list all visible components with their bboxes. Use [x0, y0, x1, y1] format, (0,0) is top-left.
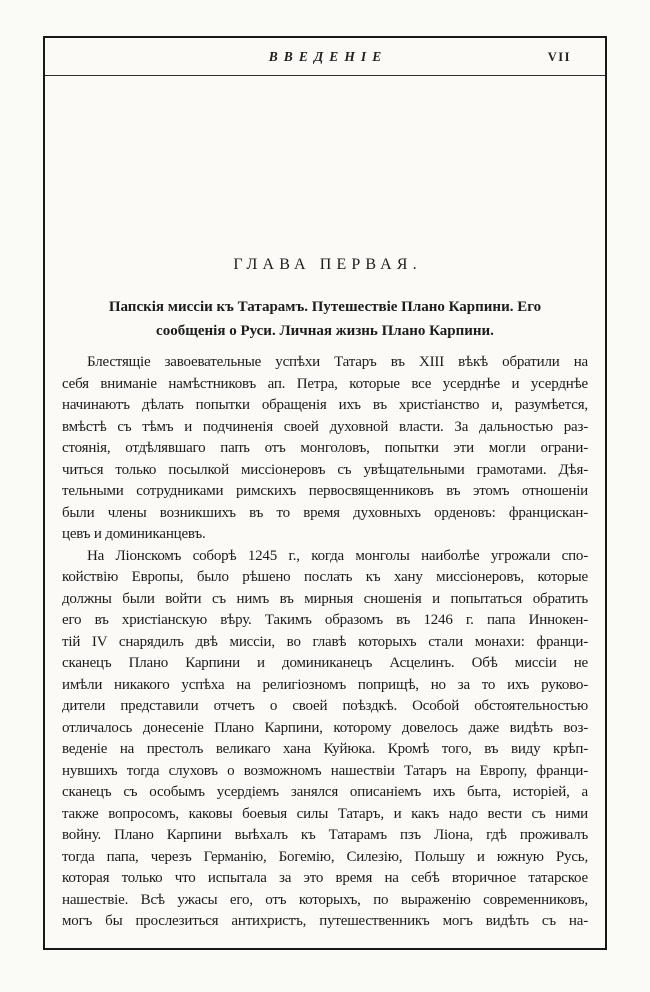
- body-text: [45, 352, 605, 933]
- text-line: были члены возникшихъ въ то время духовныхъ орденовъ: францискан-: [62, 504, 588, 521]
- page-header: [45, 38, 605, 76]
- page-number: VII: [547, 50, 571, 64]
- text-line: себя вниманіе намѣстниковъ ап. Петра, которые все усерднѣе и усерднѣе: [62, 375, 588, 392]
- text-line: его въ христіанскую вѣру. Такимъ образомъ въ 1246 г. папа Иннокен-: [62, 612, 588, 628]
- text-line: начинаютъ дѣлать попытки обращенія ихъ въ христіанство и, разумѣется,: [62, 397, 588, 413]
- text-line: нашествіе. Всѣ ужасы его, отъ которыхъ, по выраженію современниковъ,: [62, 891, 588, 908]
- page-frame: [43, 36, 607, 950]
- text-line: стоянія, отдѣлявшаго папъ отъ монголовъ, попытки эти могли ограни-: [62, 440, 588, 456]
- text-line: войну. Плано Карпини выѣхалъ къ Татарамъ пзъ Ліона, гдѣ проживалъ: [62, 827, 588, 843]
- chapter-title: ГЛАВА ПЕРВАЯ.: [233, 256, 422, 273]
- chapter-subtitle-line: сообщенія о Руси. Личная жизнь Плано Карпини.: [156, 323, 494, 339]
- text-line: веденіе на престолъ великаго хана Куйюка. Кромѣ того, въ виду крѣп-: [62, 741, 588, 757]
- text-line: сканецъ съ особымъ усердіемъ занялся описаніемъ ихъ быта, исторіей, а: [62, 784, 588, 800]
- text-line: имѣли никакого успѣха на религіозномъ поприщѣ, но за то ихъ руково-: [62, 676, 588, 693]
- text-line: сканецъ Плано Карпини и доминиканецъ Асцелинъ. Обѣ миссіи не: [62, 655, 588, 671]
- text-line: также вопросомъ, каковы боевыя силы Татаръ, и какъ надо вести съ ними: [62, 805, 588, 822]
- text-line: Блестящіе завоевательные успѣхи Татаръ въ XIII вѣкѣ обратили на: [87, 354, 588, 370]
- text-line: которая только что испытала за это время на себѣ вторичное татарское: [62, 870, 588, 886]
- text-line: могъ бы прослезиться антихристъ, путешественникъ могъ видѣть съ на-: [62, 913, 588, 929]
- text-line: нувшихъ тогда слуховъ о возможномъ нашествіи Татаръ на Европу, франци-: [62, 762, 588, 779]
- text-line: тельными сотрудниками римскихъ первосвященниковъ въ этомъ отношеніи: [62, 483, 588, 499]
- text-line: вмѣстѣ съ тѣмъ и подчиненія своей духовной власти. За дальностью раз-: [62, 418, 588, 435]
- text-line: дители представили отчетъ о своей поѣздкѣ. Особой обстоятельностью: [62, 698, 588, 714]
- chapter-subtitle: [45, 295, 605, 343]
- running-head: ВВЕДЕНІЕ: [268, 49, 388, 64]
- text-line: должны были войти съ нимъ въ мирныя сношенія и попытаться обратить: [62, 590, 588, 607]
- text-line: тогда папа, черезъ Германію, Богемію, Силезію, Польшу и южную Русь,: [62, 848, 588, 865]
- chapter-subtitle-line: Папскія миссіи къ Татарамъ. Путешествіе Плано Карпини. Его: [108, 299, 542, 315]
- text-line: отличалось донесеніе Плано Карпини, которому довелось даже видѣть воз-: [62, 719, 588, 736]
- text-line: На Ліонскомъ соборѣ 1245 г., когда монголы наиболѣе угрожали спо-: [87, 547, 588, 564]
- text-line: койствію Европы, было рѣшено послать къ хану миссіонеровъ, которые: [62, 569, 588, 585]
- text-line: тій IV снарядилъ двѣ миссіи, во главѣ которыхъ стали монахи: франци-: [62, 633, 588, 650]
- text-line: читься только посылкой миссіонеровъ съ увѣщательными грамотами. Дѣя-: [62, 461, 588, 478]
- text-line: цевъ и доминиканцевъ.: [62, 526, 206, 542]
